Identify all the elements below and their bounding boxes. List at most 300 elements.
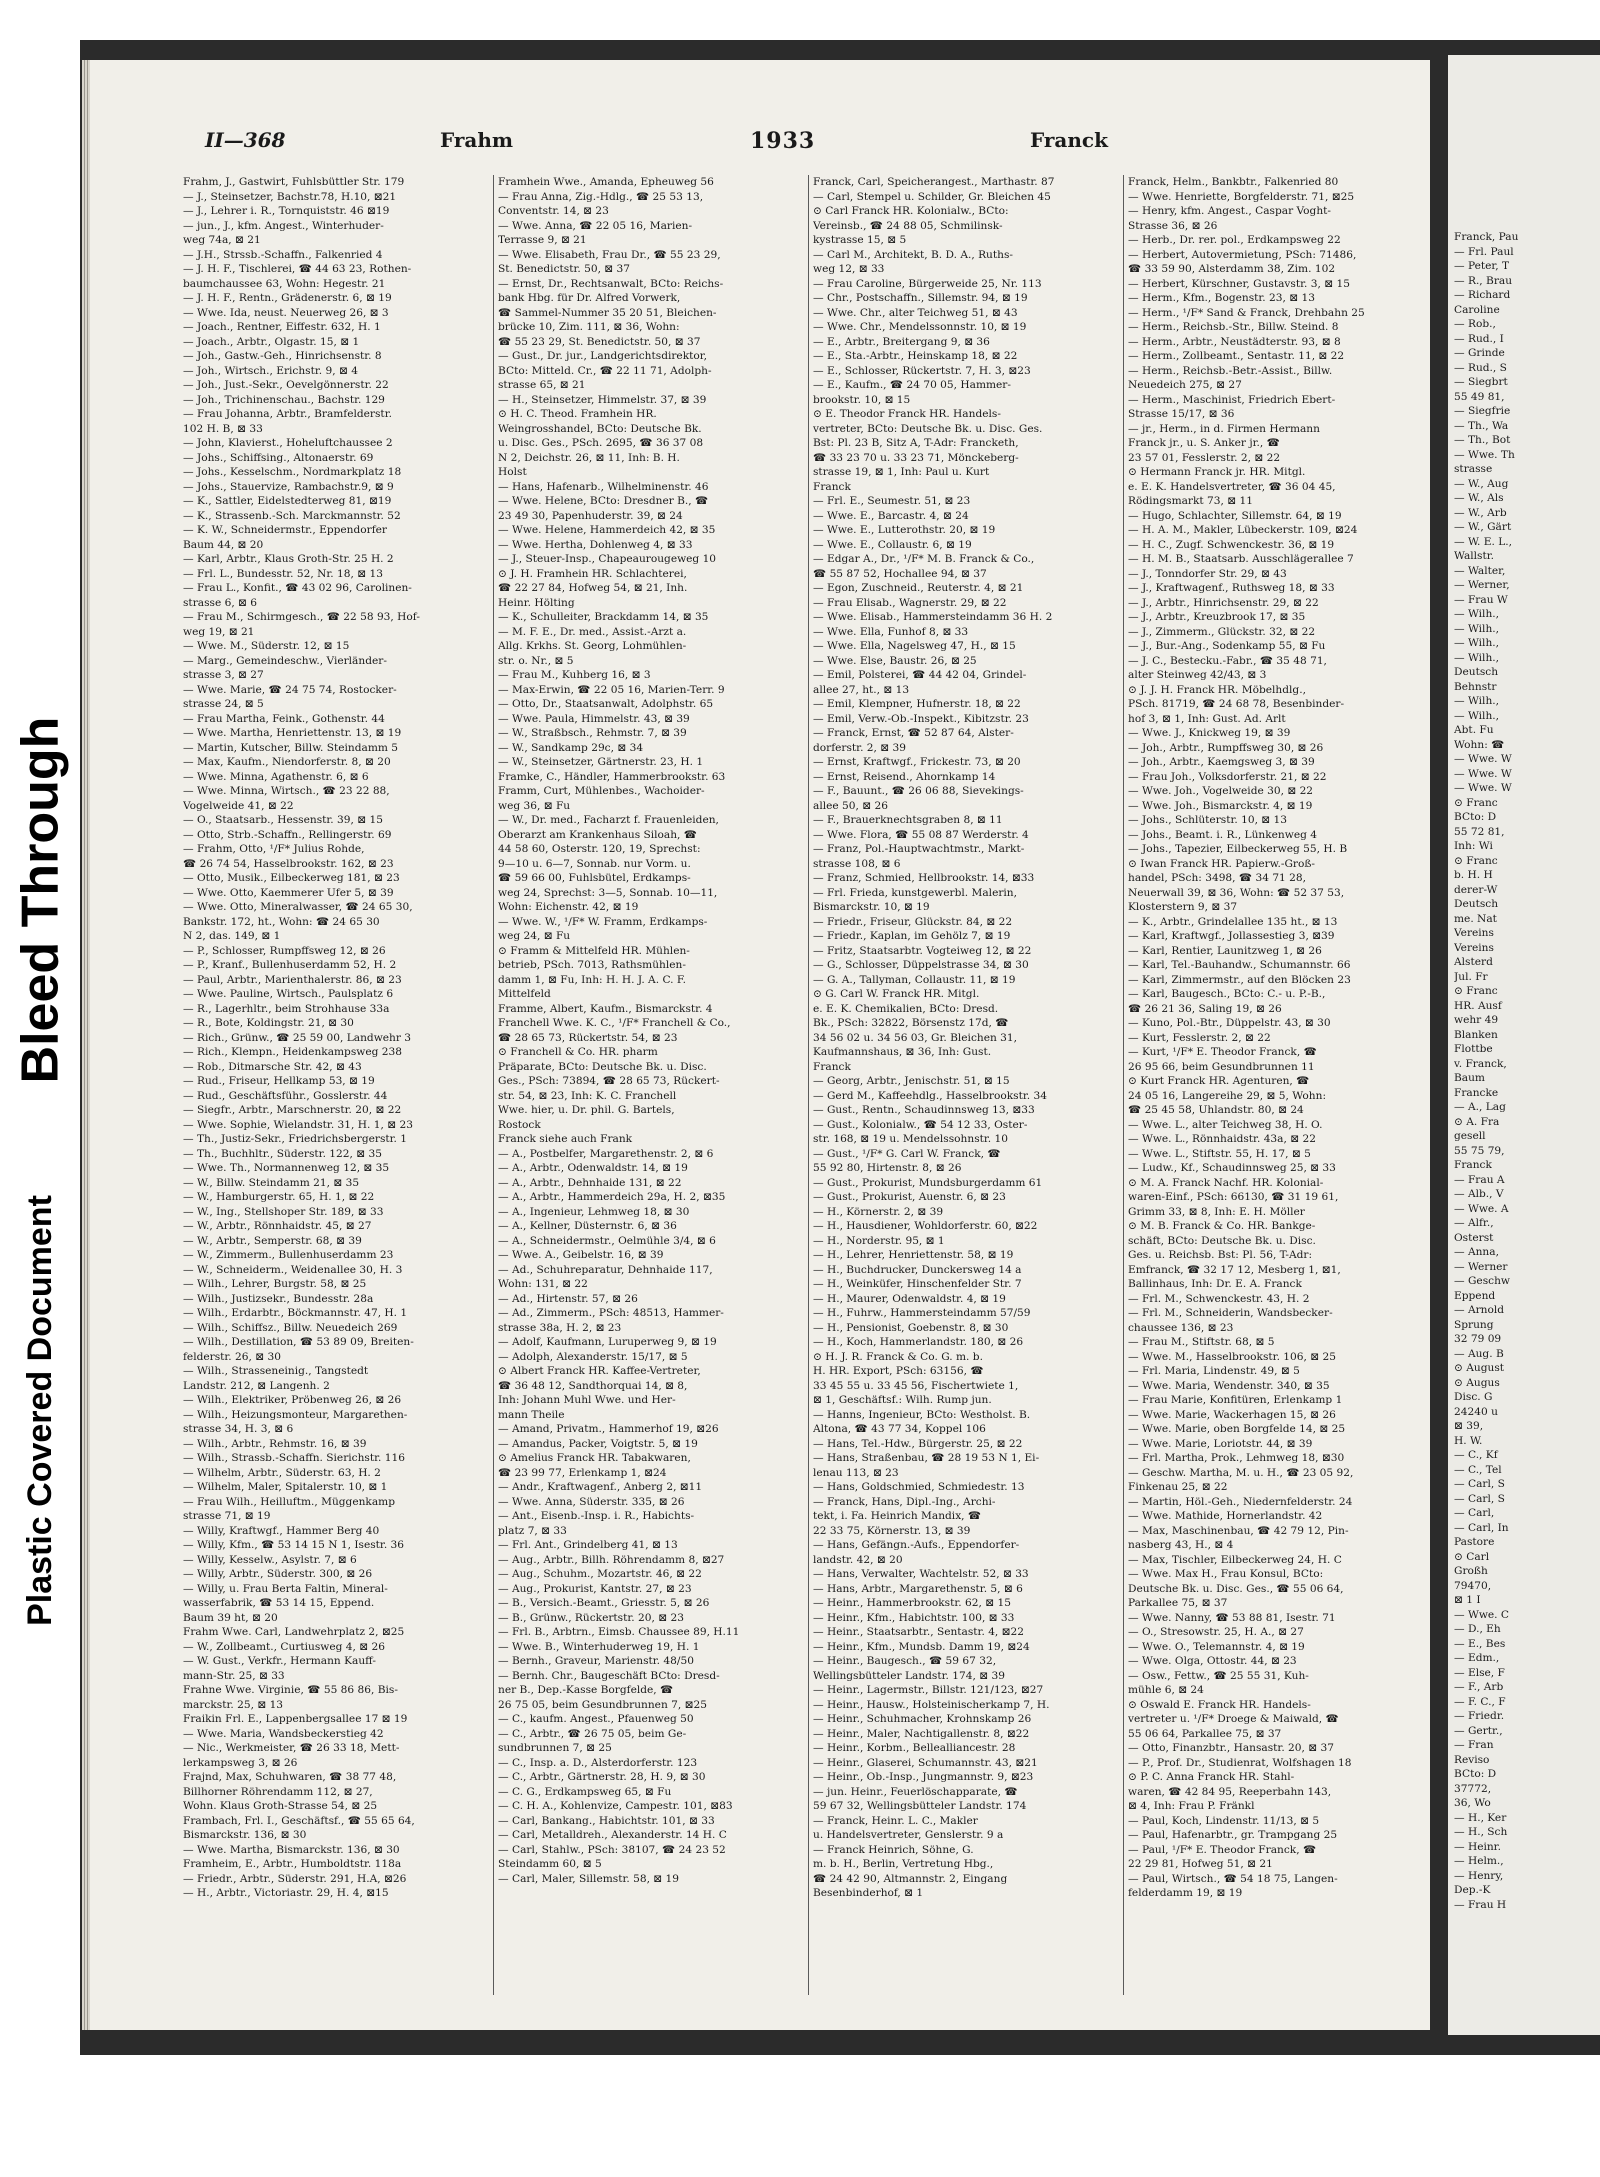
directory-entry: — H., Norderstr. 95, ⊠ 1 bbox=[813, 1234, 945, 1247]
directory-entry: Ges., PSch: 73894, ☎ 28 65 73, Rückert- bbox=[498, 1075, 720, 1087]
directory-entry: — C. G., Erdkampsweg 65, ⊠ Fu bbox=[498, 1785, 672, 1798]
next-page-entry: — A., Lag bbox=[1454, 1101, 1506, 1113]
directory-entry: — Wwe. Paula, Himmelstr. 43, ⊠ 39 bbox=[498, 712, 690, 725]
directory-entry: — Joh., Arbtr., Kaemgsweg 3, ⊠ 39 bbox=[1128, 756, 1315, 768]
directory-entry: — Wwe. Mathide, Hornerlandstr. 42 bbox=[1128, 1510, 1323, 1522]
directory-entry: — Wwe. Olga, Ottostr. 44, ⊠ 23 bbox=[1128, 1655, 1297, 1667]
directory-entry: — Hans, Tel.-Hdw., Bürgerstr. 25, ⊠ 22 bbox=[813, 1437, 1023, 1450]
directory-entry: ☎ 22 27 84, Hofweg 54, ⊠ 21, Inh. bbox=[498, 582, 688, 594]
directory-entry: — Johs., Kesselschm., Nordmarkplatz 18 bbox=[183, 466, 402, 478]
directory-entry: — Kurt, ¹/F* E. Theodor Franck, ☎ bbox=[1128, 1046, 1317, 1058]
directory-entry: — Wilh., Destillation, ☎ 53 89 09, Breiten- bbox=[183, 1336, 414, 1348]
directory-entry: — Geschw. Martha, M. u. H., ☎ 23 05 92, bbox=[1128, 1466, 1354, 1479]
directory-entry: — Ad., Hirtenstr. 57, ⊠ 26 bbox=[498, 1292, 638, 1305]
directory-entry: — Chr., Postschaffn., Sillemstr. 94, ⊠ 19 bbox=[813, 292, 1028, 304]
next-page-entry: Vereins bbox=[1454, 941, 1494, 954]
directory-entry: — Emil, Klempner, Hufnerstr. 18, ⊠ 22 bbox=[813, 698, 1021, 710]
next-page-entry: me. Nat bbox=[1454, 912, 1497, 925]
directory-entry: alter Steinweg 42/43, ⊠ 3 bbox=[1128, 669, 1267, 681]
directory-entry: e. E. K. Chemikalien, BCto: Dresd. bbox=[813, 1002, 999, 1015]
directory-entry: — H., Weinküfer, Hinschenfelder Str. 7 bbox=[813, 1278, 1022, 1290]
directory-entry: lerkampsweg 3, ⊠ 26 bbox=[183, 1756, 298, 1769]
directory-entry: — Herb., Dr. rer. pol., Erdkampsweg 22 bbox=[1128, 234, 1341, 246]
directory-entry: ☎ Sammel-Nummer 35 20 51, Bleichen- bbox=[498, 306, 717, 319]
plastic-covered-label: Plastic Covered Document bbox=[20, 1194, 59, 1626]
directory-entry: — Th., Justiz-Sekr., Friedrichsbergerstr. 1 bbox=[183, 1133, 408, 1145]
next-page-entry: — Carl, S bbox=[1454, 1492, 1505, 1505]
next-page-entry: — Wwe. W bbox=[1454, 753, 1512, 765]
next-page-entry: 79470, bbox=[1454, 1579, 1492, 1592]
directory-entry: — Emil, Verw.-Ob.-Inspekt., Kibitzstr. 23 bbox=[813, 712, 1029, 725]
directory-entry: — Max, Maschinenbau, ☎ 42 79 12, Pin- bbox=[1128, 1524, 1349, 1537]
directory-entry: Framme, Albert, Kaufm., Bismarckstr. 4 bbox=[498, 1002, 713, 1015]
directory-entry: Bst: Pl. 23 B, Sitz A, T-Adr: Francketh, bbox=[813, 437, 1019, 449]
directory-entry: Framhein Wwe., Amanda, Epheuweg 56 bbox=[498, 176, 714, 188]
next-page-entry: Inh: Wi bbox=[1454, 840, 1493, 852]
directory-entry: — Herm., Arbtr., Neustädterstr. 93, ⊠ 8 bbox=[1128, 335, 1341, 348]
directory-entry: 22 29 81, Hofweg 51, ⊠ 21 bbox=[1128, 1858, 1273, 1870]
directory-entry: mühle 6, ⊠ 24 bbox=[1128, 1684, 1204, 1696]
directory-entry: — Paul, ¹/F* E. Theodor Franck, ☎ bbox=[1128, 1843, 1317, 1856]
directory-entry: — Franck Heinrich, Söhne, G. bbox=[813, 1843, 974, 1856]
next-page-entry: — Peter, T bbox=[1454, 260, 1510, 272]
directory-entry: Finkenau 25, ⊠ 22 bbox=[1128, 1481, 1228, 1493]
next-page-entry: Jul. Fr bbox=[1454, 970, 1488, 983]
next-page-entry: — Alfr., bbox=[1454, 1217, 1494, 1229]
directory-entry: Framke, C., Händler, Hammerbrookstr. 63 bbox=[498, 770, 726, 783]
next-page-entry: — Wilh., bbox=[1454, 695, 1499, 707]
directory-entry: — Wilh., Arbtr., Rehmstr. 16, ⊠ 39 bbox=[183, 1437, 367, 1450]
directory-entry: ⊙ Kurt Franck HR. Agenturen, ☎ bbox=[1128, 1075, 1310, 1087]
next-page-entry: — Th., Wa bbox=[1454, 419, 1509, 432]
directory-entry: — Herm., Kfm., Bogenstr. 23, ⊠ 13 bbox=[1128, 292, 1315, 304]
directory-entry: Klosterstern 9, ⊠ 37 bbox=[1128, 901, 1238, 913]
next-page-entry: — Helm., bbox=[1454, 1855, 1504, 1867]
directory-entry: Baum 39 ht, ⊠ 20 bbox=[183, 1611, 278, 1624]
next-page-column bbox=[1454, 230, 1600, 1912]
directory-entry: — Otto, Strb.-Schaffn., Rellingerstr. 69 bbox=[183, 828, 392, 841]
directory-entry: — Fritz, Staatsarbtr. Vogteiweg 12, ⊠ 22 bbox=[813, 944, 1032, 957]
next-page-entry: — Wwe. Th bbox=[1454, 448, 1515, 461]
next-page-entry: wehr 49 bbox=[1454, 1014, 1499, 1026]
directory-entry: Franck siehe auch Frank bbox=[498, 1133, 633, 1145]
directory-entry: — H., Fuhrw., Hammersteindamm 57/59 bbox=[813, 1307, 1031, 1319]
directory-entry: — Frau M., Schirmgesch., ☎ 22 58 93, Hof- bbox=[183, 611, 420, 623]
directory-entry: weg 24, Sprechst: 3—5, Sonnab. 10—11, bbox=[498, 886, 718, 899]
directory-entry: vertreter, BCto: Deutsche Bk. u. Disc. Ges. bbox=[813, 422, 1043, 435]
directory-entry: — Kurt, Fesslerstr. 2, ⊠ 22 bbox=[1128, 1031, 1271, 1044]
directory-entry: Strasse 15/17, ⊠ 36 bbox=[1128, 408, 1235, 420]
directory-entry: — Ernst, Kraftwgf., Frickestr. 73, ⊠ 20 bbox=[813, 756, 1021, 768]
directory-entry: — Ernst, Dr., Rechtsanwalt, BCto: Reichs- bbox=[498, 277, 724, 290]
directory-entry: — Wwe. Helene, Hammerdeich 42, ⊠ 35 bbox=[498, 524, 716, 536]
directory-entry: Rostock bbox=[498, 1118, 541, 1131]
directory-entry: ⊙ Franchell & Co. HR. pharm bbox=[498, 1046, 658, 1058]
directory-entry: — Johs., Tapezier, Eilbeckerweg 55, H. B bbox=[1128, 843, 1348, 855]
directory-entry: — Wilh., Erdarbtr., Böckmannstr. 47, H. 1 bbox=[183, 1307, 408, 1319]
next-page-entry: — W., Aug bbox=[1454, 477, 1509, 490]
next-page-entry: strasse bbox=[1454, 463, 1493, 475]
next-page-entry: Reviso bbox=[1454, 1753, 1490, 1766]
next-page-entry: Alsterd bbox=[1454, 956, 1493, 968]
directory-entry: ☎ 55 87 52, Hochallee 94, ⊠ 37 bbox=[813, 567, 987, 580]
directory-entry: Neuedeich 275, ⊠ 27 bbox=[1128, 379, 1242, 391]
directory-entry: — Heinr., Hausw., Holsteinischerkamp 7, H. bbox=[813, 1698, 1050, 1711]
directory-entry: — A., Schneidermstr., Oelmühle 3/4, ⊠ 6 bbox=[498, 1234, 716, 1247]
directory-entry: — Herm., ¹/F* Sand & Franck, Drehbahn 25 bbox=[1128, 306, 1365, 319]
directory-entry: Deutsche Bk. u. Disc. Ges., ☎ 55 06 64, bbox=[1128, 1582, 1344, 1595]
directory-entry: waren-Einf., PSch: 66130, ☎ 31 19 61, bbox=[1128, 1191, 1339, 1203]
directory-entry: Bk., PSch: 32822, Börsenstz 17d, ☎ bbox=[813, 1017, 1009, 1029]
directory-entry: ☎ 26 74 54, Hasselbrookstr. 162, ⊠ 23 bbox=[183, 857, 394, 870]
next-page-entry: — Frl. Paul bbox=[1454, 245, 1514, 258]
next-page-entry: — Wilh., bbox=[1454, 651, 1499, 664]
directory-entry: — K., Sattler, Eidelstedterweg 81, ⊠19 bbox=[183, 495, 392, 507]
next-page-entry: ⊙ Franc bbox=[1454, 796, 1498, 809]
directory-entry: — A., Postbelfer, Margarethenstr. 2, ⊠ 6 bbox=[498, 1147, 714, 1160]
directory-entry: Bankstr. 172, ht., Wohn: ☎ 24 65 30 bbox=[183, 915, 380, 928]
directory-entry: — Willy, u. Frau Berta Faltin, Mineral- bbox=[183, 1582, 388, 1595]
directory-entry: ⊙ H. J. R. Franck & Co. G. m. b. bbox=[813, 1350, 983, 1363]
directory-entry: — Heinr., Ob.-Insp., Jungmannstr. 9, ⊠23 bbox=[813, 1771, 1034, 1783]
next-page-entry: Wallstr. bbox=[1454, 550, 1495, 562]
directory-entry: 55 06 64, Parkallee 75, ⊠ 37 bbox=[1128, 1727, 1282, 1740]
directory-entry: — R., Lagerhltr., beim Strohhause 33a bbox=[183, 1002, 390, 1015]
directory-entry: ⊙ P. C. Anna Franck HR. Stahl- bbox=[1128, 1771, 1295, 1783]
directory-entry: — A., Arbtr., Odenwaldstr. 14, ⊠ 19 bbox=[498, 1162, 688, 1174]
header-right-word: Franck bbox=[1030, 128, 1108, 152]
directory-entry: ⊙ E. Theodor Franck HR. Handels- bbox=[813, 408, 1001, 420]
directory-entry: — Martin, Höl.-Geh., Niedernfelderstr. 24 bbox=[1128, 1495, 1353, 1508]
directory-entry: felderstr. 26, ⊠ 30 bbox=[183, 1350, 281, 1363]
directory-entry: — John, Klavierst., Hoheluftchaussee 2 bbox=[183, 437, 393, 449]
directory-entry: — Wwe. Elisabeth, Frau Dr., ☎ 55 23 29, bbox=[498, 248, 721, 261]
directory-entry: — Wwe. J., Knickweg 19, ⊠ 39 bbox=[1128, 727, 1291, 739]
directory-entry: ⊙ Framm & Mittelfeld HR. Mühlen- bbox=[498, 944, 690, 957]
directory-entry: — H. M. B., Staatsarb. Ausschlägerallee 7 bbox=[1128, 553, 1354, 565]
next-page-entry: Baum bbox=[1454, 1072, 1485, 1084]
directory-entry: — Wwe. Hertha, Dohlenweg 4, ⊠ 33 bbox=[498, 538, 693, 551]
directory-entry: — Heinr., Hammerbrookstr. 62, ⊠ 15 bbox=[813, 1597, 1011, 1609]
directory-entry: Landstr. 212, ⊠ Langenh. 2 bbox=[183, 1379, 330, 1392]
directory-entry: — Hans, Arbtr., Margarethenstr. 5, ⊠ 6 bbox=[813, 1582, 1023, 1595]
next-page-entry: — Wilh., bbox=[1454, 709, 1499, 722]
directory-entry: Wohn: 131, ⊠ 22 bbox=[498, 1278, 588, 1290]
directory-entry: strasse 34, H. 3, ⊠ 6 bbox=[183, 1423, 294, 1435]
directory-entry: strasse 65, ⊠ 21 bbox=[498, 379, 586, 391]
directory-entry: — Wwe. Otto, Mineralwasser, ☎ 24 65 30, bbox=[183, 901, 413, 913]
next-page-entry: — Friedr. bbox=[1454, 1710, 1505, 1722]
directory-entry: Altona, ☎ 43 77 34, Koppel 106 bbox=[813, 1423, 986, 1435]
next-page-entry: Behnstr bbox=[1454, 680, 1497, 693]
next-page-entry: — W. E. L., bbox=[1454, 535, 1512, 548]
next-page-entry: ⊠ 1 I bbox=[1454, 1594, 1481, 1606]
directory-entry: — W., Zollbeamt., Curtiusweg 4, ⊠ 26 bbox=[183, 1640, 385, 1653]
directory-entry: — A., Arbtr., Dehnhaide 131, ⊠ 22 bbox=[498, 1176, 682, 1189]
directory-entry: — M. F. E., Dr. med., Assist.-Arzt a. bbox=[498, 625, 687, 638]
directory-entry: — Gust., Prokurist, Auenstr. 6, ⊠ 23 bbox=[813, 1191, 1006, 1203]
directory-entry: ⊙ G. Carl W. Franck HR. Mitgl. bbox=[813, 988, 980, 1000]
next-page-entry: — Else, F bbox=[1454, 1666, 1505, 1679]
directory-entry: Baum 44, ⊠ 20 bbox=[183, 538, 264, 551]
directory-entry: — J., Tonndorfer Str. 29, ⊠ 43 bbox=[1128, 567, 1287, 580]
directory-entry: Inh: Johann Muhl Wwe. und Her- bbox=[498, 1394, 676, 1406]
directory-entry: — Wwe. B., Winterhuderweg 19, H. 1 bbox=[498, 1640, 700, 1653]
directory-entry: nasberg 43, H., ⊠ 4 bbox=[1128, 1539, 1234, 1551]
directory-entry: — Wilh., Justizsekr., Bundesstr. 28a bbox=[183, 1292, 374, 1305]
directory-entry: — Friedr., Kaplan, im Gehölz 7, ⊠ 19 bbox=[813, 930, 1011, 942]
next-page-entry: 55 75 79, bbox=[1454, 1144, 1505, 1157]
directory-entry: — Wilh., Heizungsmonteur, Margarethen- bbox=[183, 1408, 408, 1421]
next-page-entry: — Carl, S bbox=[1454, 1478, 1505, 1490]
directory-entry: — Frau Martha, Feink., Gothenstr. 44 bbox=[183, 712, 385, 725]
next-page-entry: — Rud., S bbox=[1454, 361, 1507, 374]
directory-entry: — Wwe. M., Süderstr. 12, ⊠ 15 bbox=[183, 640, 350, 652]
directory-entry: — Frau L., Konfit., ☎ 43 02 96, Carolinen- bbox=[183, 582, 412, 594]
directory-entry: Framm, Curt, Mühlenbes., Wachoider- bbox=[498, 785, 705, 797]
next-page-entry: — Arnold bbox=[1454, 1304, 1505, 1316]
directory-entry: — H., Buchdrucker, Dunckersweg 14 a bbox=[813, 1263, 1022, 1276]
directory-entry: Framheim, E., Arbtr., Humboldtstr. 118a bbox=[183, 1858, 402, 1870]
next-page-entry: ⊙ Augus bbox=[1454, 1376, 1500, 1389]
directory-entry: — H., Steinsetzer, Himmelstr. 37, ⊠ 39 bbox=[498, 393, 707, 406]
directory-entry: Frahne Wwe. Virginie, ☎ 55 86 86, Bis- bbox=[183, 1684, 398, 1696]
directory-entry: — Wwe. E., Lutterothstr. 20, ⊠ 19 bbox=[813, 524, 996, 536]
next-page-entry: — Siegfrie bbox=[1454, 405, 1511, 417]
directory-entry: 23 57 01, Fesslerstr. 2, ⊠ 22 bbox=[1128, 451, 1281, 464]
directory-entry: — K., Schulleiter, Brackdamm 14, ⊠ 35 bbox=[498, 611, 709, 623]
directory-entry: Rödingsmarkt 73, ⊠ 11 bbox=[1128, 495, 1253, 507]
directory-entry: Franck, Carl, Speicherangest., Marthastr. 87 bbox=[813, 176, 1055, 188]
directory-entry: m. b. H., Berlin, Vertretung Hbg., bbox=[813, 1858, 994, 1870]
directory-entry: — Wwe. E., Barcastr. 4, ⊠ 24 bbox=[813, 509, 969, 522]
directory-entry: Franchell Wwe. K. C., ¹/F* Franchell & Co., bbox=[498, 1017, 731, 1029]
directory-entry: Vogelweide 41, ⊠ 22 bbox=[183, 799, 294, 812]
directory-entry: — Rich., Klempn., Heidenkampsweg 238 bbox=[183, 1046, 402, 1058]
directory-entry: — K., Strassenb.-Sch. Marckmannstr. 52 bbox=[183, 509, 401, 522]
directory-entry: damm 1, ⊠ Fu, Inh: H. H. J. A. C. F. bbox=[498, 973, 686, 986]
directory-entry: Frahm, J., Gastwirt, Fuhlsbüttler Str. 179 bbox=[183, 176, 405, 188]
directory-entry: — Frau M., Stiftstr. 68, ⊠ 5 bbox=[1128, 1336, 1275, 1348]
directory-entry: Besenbinderhof, ⊠ 1 bbox=[813, 1887, 924, 1899]
directory-entry: ☎ 36 48 12, Sandthorquai 14, ⊠ 8, bbox=[498, 1379, 688, 1392]
next-page-entry: — Wwe. C bbox=[1454, 1608, 1510, 1621]
next-page-fragment bbox=[1448, 55, 1600, 2035]
directory-entry: — Osw., Fettw., ☎ 25 55 31, Kuh- bbox=[1128, 1669, 1309, 1682]
directory-entry: — C., kaufm. Angest., Pfauenweg 50 bbox=[498, 1713, 694, 1725]
directory-entry: — Johs., Schiffsing., Altonaerstr. 69 bbox=[183, 451, 374, 464]
next-page-entry: Francke bbox=[1454, 1086, 1499, 1099]
directory-entry: — H., Arbtr., Victoriastr. 29, H. 4, ⊠15 bbox=[183, 1887, 389, 1899]
directory-entry: ☎ 28 65 73, Rückertstr. 54, ⊠ 23 bbox=[498, 1031, 678, 1044]
next-page-entry: — Alb., V bbox=[1454, 1188, 1504, 1200]
directory-entry: — Andr., Kraftwagenf., Anberg 2, ⊠11 bbox=[498, 1481, 703, 1493]
next-page-entry: — Frau H bbox=[1454, 1898, 1507, 1911]
directory-entry: ☎ 26 21 36, Saling 19, ⊠ 26 bbox=[1128, 1002, 1282, 1015]
directory-entry: — Siegfr., Arbtr., Marschnerstr. 20, ⊠ 22 bbox=[183, 1104, 402, 1116]
directory-entry: — Gust., ¹/F* G. Carl W. Franck, ☎ bbox=[813, 1147, 1001, 1160]
directory-entry: — Hans, Hafenarb., Wilhelminenstr. 46 bbox=[498, 480, 709, 493]
directory-entry: — Carl, Stempel u. Schilder, Gr. Bleichen 45 bbox=[813, 190, 1051, 203]
directory-entry: ⊙ Oswald E. Franck HR. Handels- bbox=[1128, 1698, 1311, 1711]
directory-entry: 26 95 66, beim Gesundbrunnen 11 bbox=[1128, 1060, 1315, 1073]
directory-entry: Mittelfeld bbox=[498, 988, 551, 1000]
directory-entry: — R., Bote, Koldingstr. 21, ⊠ 30 bbox=[183, 1017, 354, 1029]
next-page-entry: 55 72 81, bbox=[1454, 825, 1505, 838]
directory-entry: — Joh., Arbtr., Rumpffsweg 30, ⊠ 26 bbox=[1128, 741, 1324, 754]
directory-entry: strasse 3, ⊠ 27 bbox=[183, 669, 264, 681]
directory-entry: Allg. Krkhs. St. Georg, Lohmühlen- bbox=[498, 640, 687, 652]
next-page-entry: v. Franck, bbox=[1454, 1057, 1507, 1070]
next-page-entry: — Wwe. A bbox=[1454, 1202, 1509, 1215]
next-page-entry: 36, Wo bbox=[1454, 1797, 1491, 1809]
directory-entry: Frambach, Frl. I., Geschäftsf., ☎ 55 65 64, bbox=[183, 1814, 415, 1827]
directory-entry: — Otto, Musik., Eilbeckerweg 181, ⊠ 23 bbox=[183, 872, 400, 884]
next-page-entry: — Werner bbox=[1454, 1260, 1508, 1273]
directory-entry: dorferstr. 2, ⊠ 39 bbox=[813, 741, 907, 754]
directory-entry: — Joach., Arbtr., Olgastr. 15, ⊠ 1 bbox=[183, 335, 360, 348]
directory-entry: Parkallee 75, ⊠ 37 bbox=[1128, 1597, 1228, 1609]
directory-entry: — Wwe. Martha, Henriettenstr. 13, ⊠ 19 bbox=[183, 727, 402, 739]
directory-entry: ⊙ M. A. Franck Nachf. HR. Kolonial- bbox=[1128, 1176, 1324, 1189]
directory-entry: — Karl, Tel.-Bauhandw., Schumannstr. 66 bbox=[1128, 959, 1351, 971]
directory-entry: — Franck, Ernst, ☎ 52 87 64, Alster- bbox=[813, 727, 1014, 739]
directory-entry: ☎ 24 42 90, Altmannstr. 2, Eingang bbox=[813, 1872, 1008, 1885]
directory-entry: H. HR. Export, PSch: 63156, ☎ bbox=[813, 1365, 984, 1377]
next-page-entry: — Geschw bbox=[1454, 1275, 1510, 1287]
directory-entry: — jun. Heinr., Feuerlöschapparate, ☎ bbox=[813, 1785, 1018, 1798]
next-page-entry: Deutsch bbox=[1454, 666, 1499, 678]
directory-entry: — Wwe. A., Geibelstr. 16, ⊠ 39 bbox=[498, 1249, 664, 1261]
directory-entry: mann Theile bbox=[498, 1408, 565, 1421]
directory-entry: — Heinr., Kfm., Habichtstr. 100, ⊠ 33 bbox=[813, 1611, 1015, 1624]
directory-entry: — J., Zimmerm., Glückstr. 32, ⊠ 22 bbox=[1128, 625, 1316, 638]
next-page-entry: — Anna, bbox=[1454, 1246, 1499, 1258]
directory-entry: Steindamm 60, ⊠ 5 bbox=[498, 1858, 602, 1870]
directory-entry: Ges. u. Reichsb. Bst: Pl. 56, T-Adr: bbox=[1128, 1249, 1313, 1261]
directory-entry: — Joach., Rentner, Eiffestr. 632, H. 1 bbox=[183, 321, 381, 333]
directory-entry: — J., Lehrer i. R., Tornquiststr. 46 ⊠19 bbox=[183, 205, 390, 217]
directory-entry: — J., Steuer-Insp., Chapeaurougeweg 10 bbox=[498, 553, 717, 565]
directory-entry: 102 H. B, ⊠ 33 bbox=[183, 422, 263, 435]
directory-entry: — Herm., Zollbeamt., Sentastr. 11, ⊠ 22 bbox=[1128, 350, 1345, 362]
directory-entry: u. Handelsvertreter, Genslerstr. 9 a bbox=[813, 1829, 1004, 1841]
directory-entry: — Joh., Trichinenschau., Bachstr. 129 bbox=[183, 393, 385, 406]
next-page-entry: Abt. Fu bbox=[1454, 724, 1494, 736]
directory-entry: Franck jr., u. S. Anker jr., ☎ bbox=[1128, 437, 1280, 449]
directory-entry: — Wwe. M., Hasselbrookstr. 106, ⊠ 25 bbox=[1128, 1350, 1336, 1363]
directory-entry: 44 58 60, Osterstr. 120, 19, Sprechst: bbox=[498, 843, 701, 855]
next-page-entry: — W., Gärt bbox=[1454, 521, 1512, 533]
directory-entry: — Wwe. Marie, Wackerhagen 15, ⊠ 26 bbox=[1128, 1408, 1336, 1421]
next-page-entry: — Frau W bbox=[1454, 593, 1508, 606]
directory-entry: marckstr. 25, ⊠ 13 bbox=[183, 1698, 284, 1711]
directory-entry: 34 56 02 u. 34 56 03, Gr. Bleichen 31, bbox=[813, 1031, 1018, 1044]
directory-entry: ☎ 23 99 77, Erlenkamp 1, ⊠24 bbox=[498, 1466, 667, 1479]
directory-entry: tekt, i. Fa. Heinrich Mandix, ☎ bbox=[813, 1510, 982, 1522]
directory-entry: — Frau Joh., Volksdorferstr. 21, ⊠ 22 bbox=[1128, 770, 1327, 783]
next-page-entry: — H., Ker bbox=[1454, 1811, 1507, 1824]
directory-entry: — Frl. Ant., Grindelberg 41, ⊠ 13 bbox=[498, 1539, 678, 1551]
next-page-entry: — Grinde bbox=[1454, 347, 1505, 359]
directory-entry: — Ad., Zimmerm., PSch: 48513, Hammer- bbox=[498, 1307, 724, 1319]
directory-entry: — Wwe. Chr., Mendelssonnstr. 10, ⊠ 19 bbox=[813, 321, 1027, 333]
directory-entry: Frajnd, Max, Schuhwaren, ☎ 38 77 48, bbox=[183, 1771, 397, 1783]
directory-entry: — Frl. Martha, Prok., Lehmweg 18, ⊠30 bbox=[1128, 1452, 1345, 1464]
directory-entry: — H., Hausdiener, Wohldorferstr. 60, ⊠22 bbox=[813, 1220, 1038, 1232]
directory-entry: — Rud., Geschäftsführ., Gosslerstr. 44 bbox=[183, 1089, 388, 1102]
next-page-entry: Disc. G bbox=[1454, 1391, 1493, 1403]
directory-entry: allee 27, ht., ⊠ 13 bbox=[813, 683, 910, 696]
directory-entry: — W., Schneiderm., Weidenallee 30, H. 3 bbox=[183, 1263, 403, 1276]
next-page-entry: ⊙ Carl bbox=[1454, 1550, 1490, 1563]
directory-entry: — H., Lehrer, Henriettenstr. 58, ⊠ 19 bbox=[813, 1249, 1014, 1261]
directory-entry: — Willy, Kraftwgf., Hammer Berg 40 bbox=[183, 1524, 380, 1537]
directory-entry: — H., Maurer, Odenwaldstr. 4, ⊠ 19 bbox=[813, 1292, 1006, 1305]
directory-entry: Ballinhaus, Inh: Dr. E. A. Franck bbox=[1128, 1278, 1302, 1290]
directory-entry: waren, ☎ 42 84 95, Reeperbahn 143, bbox=[1128, 1785, 1332, 1798]
directory-entry: — H. A. M., Makler, Lübeckerstr. 109, ⊠24 bbox=[1128, 524, 1358, 536]
directory-entry: — Frau Caroline, Bürgerweide 25, Nr. 113 bbox=[813, 277, 1042, 290]
directory-entry: — E., Sta.-Arbtr., Heinskamp 18, ⊠ 22 bbox=[813, 350, 1018, 362]
directory-entry: — Frau Elisab., Wagnerstr. 29, ⊠ 22 bbox=[813, 596, 1007, 609]
directory-entry: ☎ 33 23 70 u. 33 23 71, Mönckeberg- bbox=[813, 451, 1019, 464]
directory-entry: 23 49 30, Papenhuderstr. 39, ⊠ 24 bbox=[498, 509, 683, 522]
directory-entry: — Bernh., Graveur, Marienstr. 48/50 bbox=[498, 1655, 694, 1667]
directory-entry: — Johs., Schlüterstr. 10, ⊠ 13 bbox=[1128, 814, 1288, 826]
directory-entry: — Heinr., Maler, Nachtigallenstr. 8, ⊠22 bbox=[813, 1727, 1030, 1740]
directory-entry: weg 12, ⊠ 33 bbox=[813, 263, 885, 275]
directory-entry: — Frl. Frieda, kunstgewerbl. Malerin, bbox=[813, 886, 1017, 899]
directory-entry: — Wilh., Schiffsz., Billw. Neuedeich 269 bbox=[183, 1321, 398, 1334]
directory-entry: Fraikin Frl. E., Lappenbergsallee 17 ⊠ 19 bbox=[183, 1713, 408, 1725]
directory-entry: — Carl, Maler, Sillemstr. 58, ⊠ 19 bbox=[498, 1872, 680, 1885]
directory-entry: baumchaussee 63, Wohn: Hegestr. 21 bbox=[183, 277, 386, 290]
directory-entry: ☎ 59 66 00, Fuhlsbütel, Erdkamps- bbox=[498, 872, 691, 884]
directory-entry: — Wwe. Joh., Bismarckstr. 4, ⊠ 19 bbox=[1128, 799, 1313, 812]
directory-entry: — Ludw., Kf., Schaudinnsweg 25, ⊠ 33 bbox=[1128, 1162, 1336, 1174]
next-page-entry: Deutsch bbox=[1454, 898, 1499, 910]
directory-entry: ⊙ H. C. Theod. Framhein HR. bbox=[498, 408, 657, 420]
directory-entry: ⊙ Iwan Franck HR. Papierw.-Groß- bbox=[1128, 857, 1316, 870]
header-left-word: Frahm bbox=[440, 128, 514, 152]
next-page-entry: gesell bbox=[1454, 1130, 1486, 1142]
next-page-entry: — C., Kf bbox=[1454, 1449, 1498, 1461]
directory-entry: — E., Kaufm., ☎ 24 70 05, Hammer- bbox=[813, 379, 1011, 391]
directory-entry: — Frau Marie, Konfitüren, Erlenkamp 1 bbox=[1128, 1394, 1343, 1406]
directory-entry: — Adolf, Kaufmann, Luruperweg 9, ⊠ 19 bbox=[498, 1336, 717, 1348]
directory-entry: betrieb, PSch. 7013, Rathsmühlen- bbox=[498, 959, 686, 971]
directory-entry: — Th., Buchhltr., Süderstr. 122, ⊠ 35 bbox=[183, 1147, 382, 1160]
directory-entry: str. 168, ⊠ 19 u. Mendelssohnstr. 10 bbox=[813, 1133, 1009, 1145]
directory-entry: — Martin, Kutscher, Billw. Steindamm 5 bbox=[183, 741, 399, 754]
directory-entry: — Wilh., Elektriker, Pröbenweg 26, ⊠ 26 bbox=[183, 1394, 402, 1406]
directory-entry: — Amandus, Packer, Voigtstr. 5, ⊠ 19 bbox=[498, 1437, 698, 1450]
directory-entry: — A., Ingenieur, Lehmweg 18, ⊠ 30 bbox=[498, 1205, 690, 1218]
directory-entry: — Joh., Just.-Sekr., Oevelgönnerstr. 22 bbox=[183, 379, 389, 391]
next-page-entry: BCto: D bbox=[1454, 1768, 1497, 1780]
directory-entry: — A., Kellner, Düsternstr. 6, ⊠ 36 bbox=[498, 1220, 677, 1232]
next-page-entry: — Edm., bbox=[1454, 1652, 1500, 1664]
directory-entry: kystrasse 15, ⊠ 5 bbox=[813, 234, 907, 246]
directory-entry: — Wwe. L., Stiftstr. 55, H. 17, ⊠ 5 bbox=[1128, 1147, 1311, 1160]
directory-entry: — Friedr., Friseur, Glückstr. 84, ⊠ 22 bbox=[813, 915, 1013, 928]
directory-entry: — W., Dr. med., Facharzt f. Frauenleiden, bbox=[498, 814, 719, 826]
directory-entry: — Johs., Beamt. i. R., Lünkenweg 4 bbox=[1128, 828, 1317, 841]
directory-entry: ⊙ Albert Franck HR. Kaffee-Vertreter, bbox=[498, 1365, 701, 1377]
directory-entry: — Wilh., Strasseneinig., Tangstedt bbox=[183, 1365, 369, 1377]
directory-entry: — Karl, Arbtr., Klaus Groth-Str. 25 H. 2 bbox=[183, 553, 394, 565]
